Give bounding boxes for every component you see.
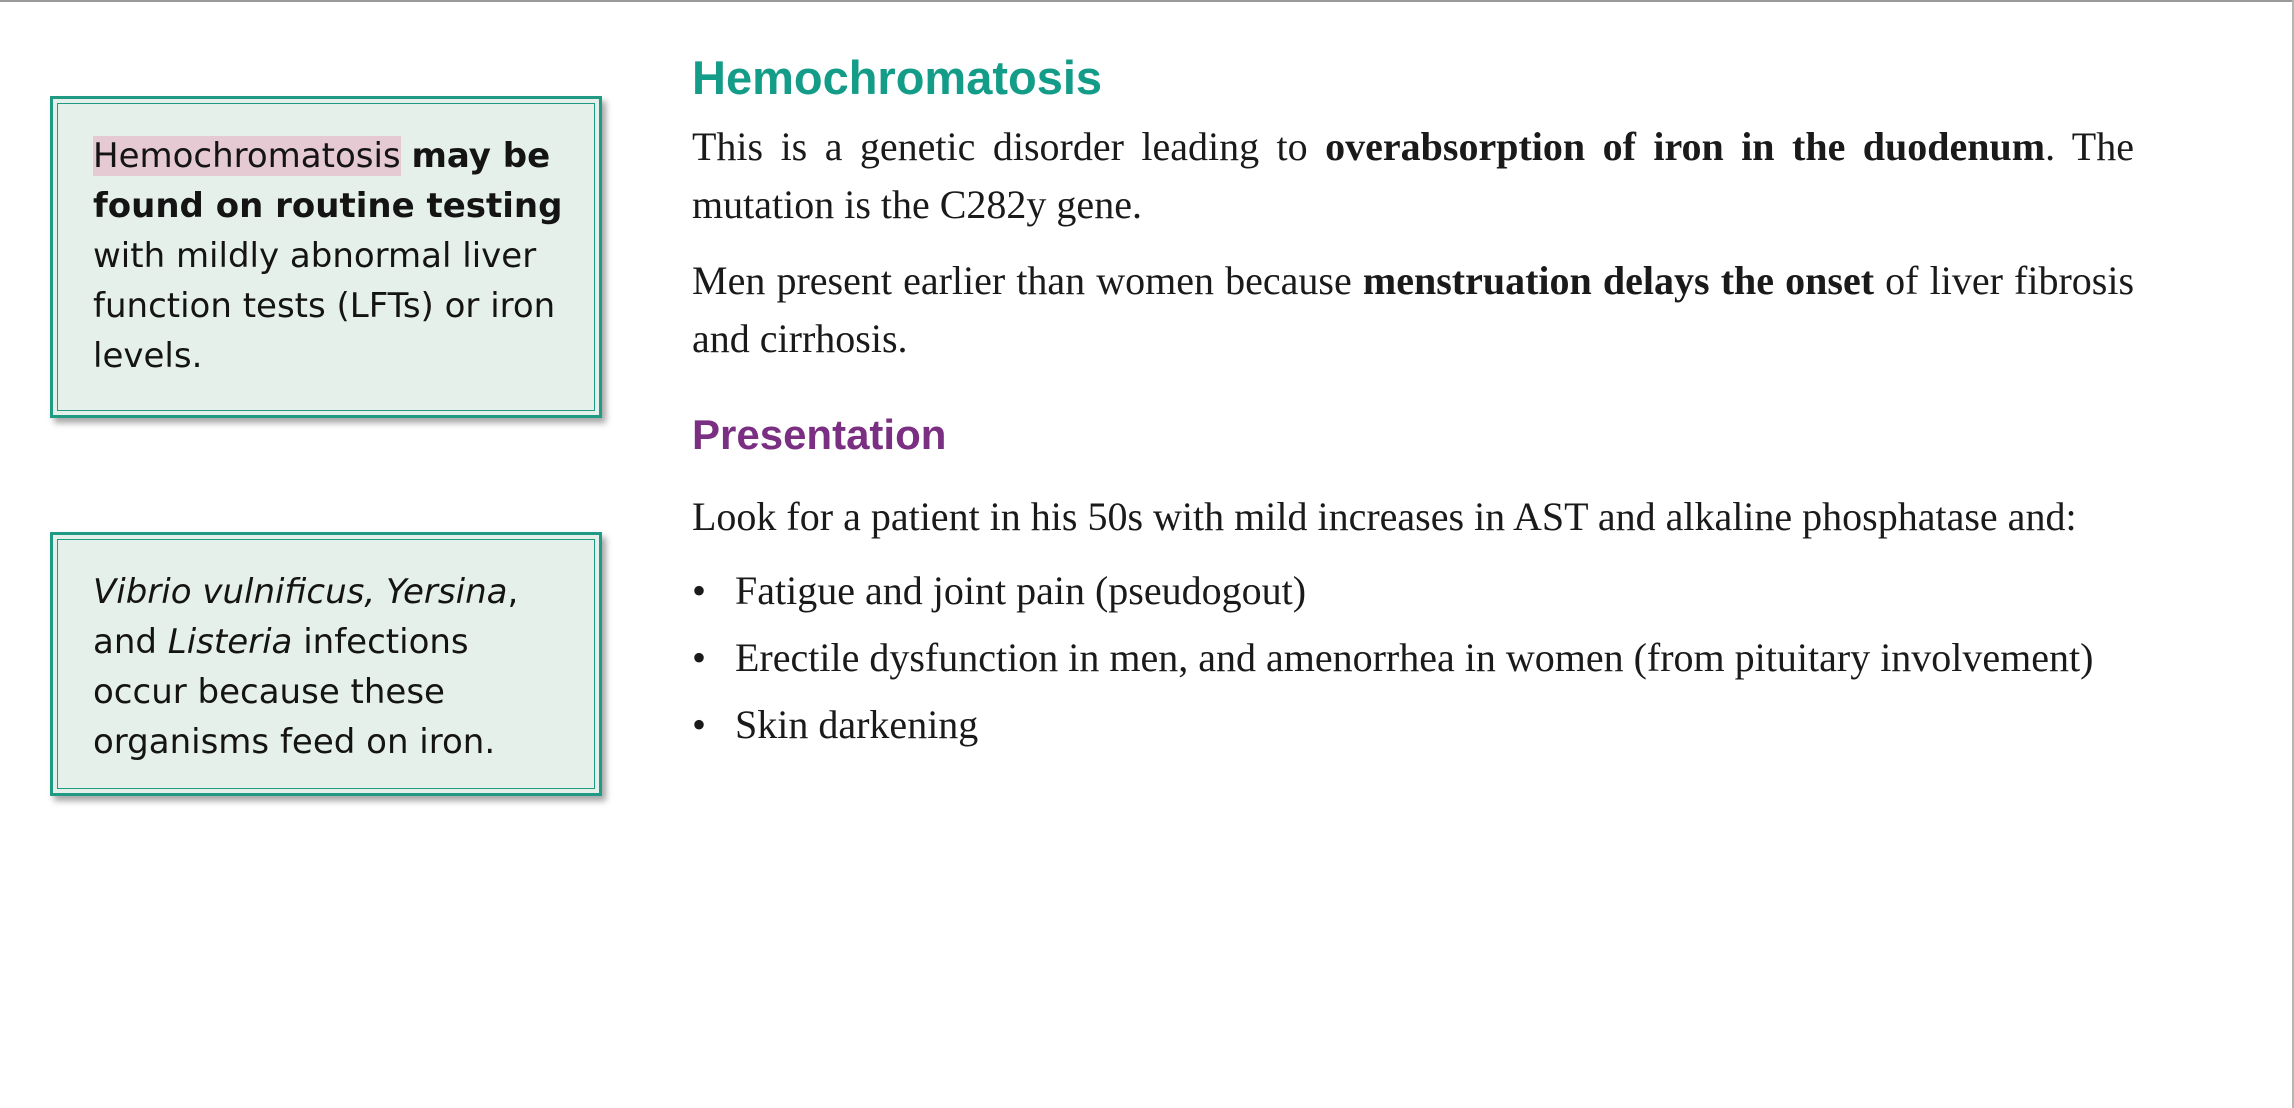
page-title: Hemochromatosis xyxy=(692,51,1103,104)
organism-yersina: Yersina xyxy=(385,572,508,612)
callout-rest: with mildly abnormal liver function tests (LFTs) or iron levels. xyxy=(93,236,556,376)
page-top-edge xyxy=(0,0,2294,2)
callout-bold-phrase: may be found on routine testing xyxy=(93,136,563,226)
bullet-icon: • xyxy=(692,702,707,747)
section-title-presentation: Presentation xyxy=(692,411,947,458)
organism-listeria: Listeria xyxy=(167,622,293,662)
paragraph-presentation: Look for a patient in his 50s with mild increases in AST and alkaline phosphatase and: xyxy=(692,494,2077,539)
paragraph-menstruation xyxy=(692,252,2134,368)
list-item-text: Skin darkening xyxy=(735,702,979,747)
list-item-text: Erectile dysfunction in men, and amenorrhea in women (from pituitary involvement) xyxy=(735,635,2094,680)
paragraph-bold: menstruation delays the onset xyxy=(1362,258,1875,303)
comma: , xyxy=(507,572,519,612)
list-item xyxy=(692,629,2134,687)
symptom-list xyxy=(692,562,2134,754)
paragraph-text: . The mutation is the C282y gene. xyxy=(692,124,2134,227)
list-item xyxy=(692,696,2134,754)
bullet-icon: • xyxy=(692,635,707,680)
sidebar-callout-routine-testing xyxy=(50,96,602,418)
callout-rest: infections occur because these organisms feed on iron. xyxy=(93,622,496,762)
paragraph-bold: overabsorption of iron in the duodenum xyxy=(1325,124,2046,169)
conjunction: and xyxy=(93,622,157,662)
list-item xyxy=(692,562,2134,620)
paragraph-text: Men present earlier than women because xyxy=(692,258,1352,303)
highlighted-term: Hemochromatosis xyxy=(93,136,401,176)
paragraph-genetic-disorder xyxy=(692,118,2134,234)
list-item-text: Fatigue and joint pain (pseudogout) xyxy=(735,568,1307,613)
bullet-icon: • xyxy=(692,568,707,613)
callout-text xyxy=(53,99,599,381)
sidebar-callout-infections xyxy=(50,532,602,796)
callout-text xyxy=(53,535,599,767)
main-content xyxy=(692,40,2134,763)
paragraph-text: of liver fibrosis and cirrhosis. xyxy=(692,258,2135,361)
organism-vibrio: Vibrio vulnificus, xyxy=(93,572,376,612)
paragraph-text: This is a genetic disorder leading to xyxy=(692,124,1308,169)
